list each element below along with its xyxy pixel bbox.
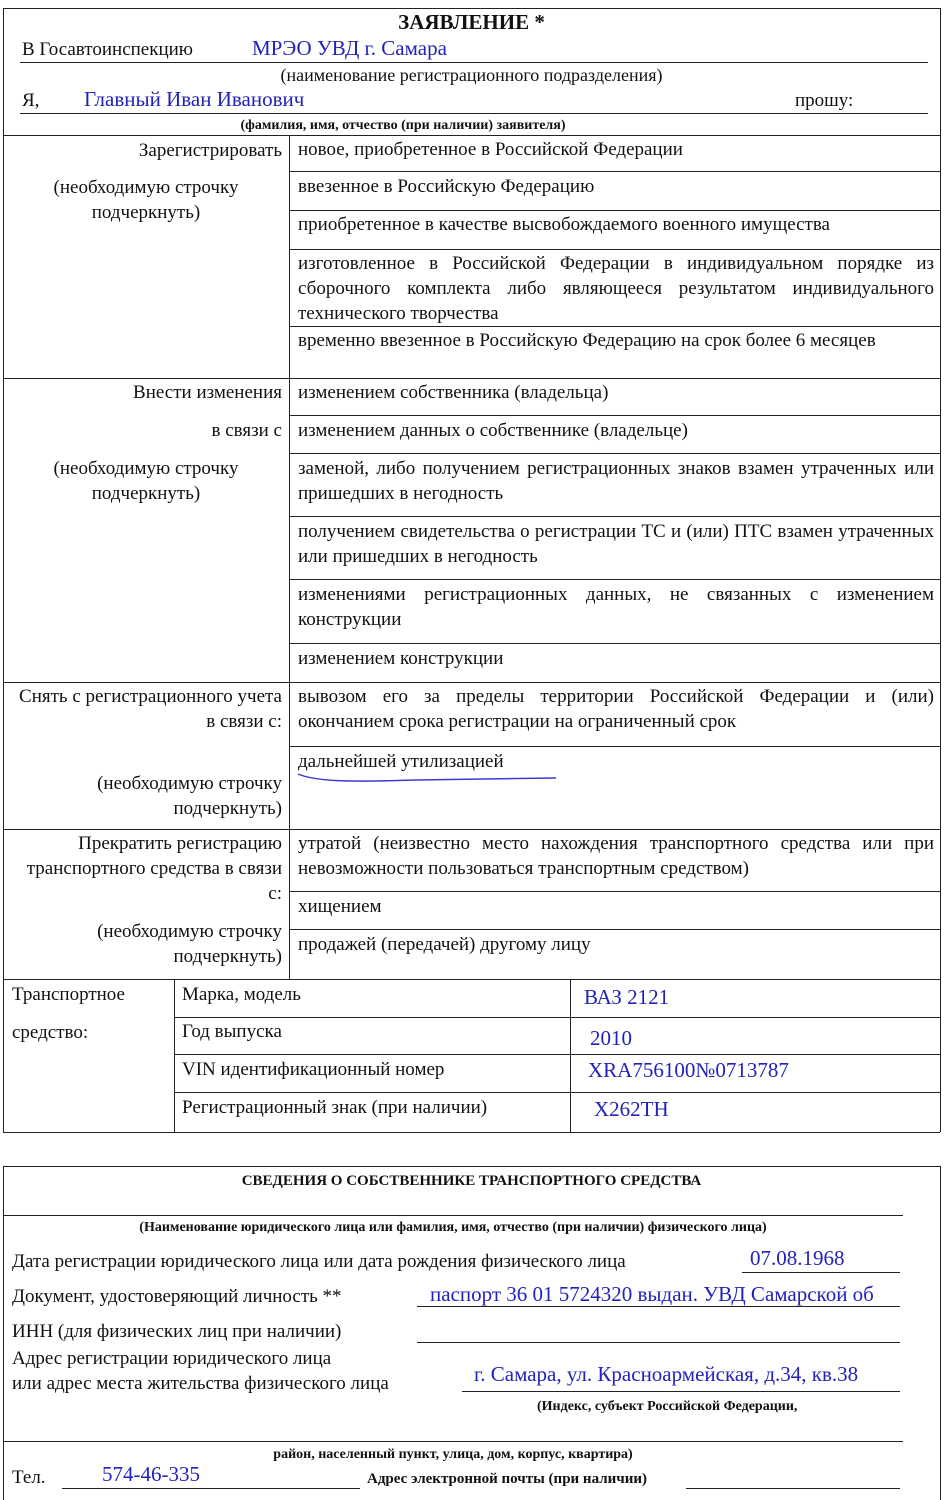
deregister-option-2[interactable]: дальнейшей утилизацией	[298, 751, 504, 772]
vehicle-make-label: Марка, модель	[182, 984, 301, 1005]
changes-label: Внести изменения	[133, 382, 282, 403]
register-option-5[interactable]: временно ввезенное в Российскую Федерацию на срок более 6 месяцев	[298, 330, 876, 351]
form-title: ЗАЯВЛЕНИЕ *	[398, 10, 545, 34]
register-option-2[interactable]: ввезенное в Российскую Федерацию	[298, 176, 595, 197]
owner-title: СВЕДЕНИЯ О СОБСТВЕННИКЕ ТРАНСПОРТНОГО СРЕДСТВА	[241, 1173, 702, 1189]
owner-name-caption: (Наименование юридического лица или фамилия, имя, отчество (при наличии) физического лица)	[139, 1220, 767, 1235]
owner-address-label-1: Адрес регистрации юридического лица	[12, 1348, 332, 1369]
register-option-1[interactable]: новое, приобретенное в Российской Федерации	[298, 139, 683, 160]
handwritten-underline	[296, 770, 566, 786]
terminate-label: Прекратить регистрацию транспортного средства в связи с:	[26, 833, 282, 904]
changes-option-6[interactable]: изменением конструкции	[298, 648, 504, 669]
terminate-option-1[interactable]: утратой (неизвестно место нахождения транспортного средства или при невозможности пользоваться транспортным средством)	[298, 833, 934, 879]
terminate-option-2[interactable]: хищением	[298, 896, 382, 917]
vehicle-make-value[interactable]: ВАЗ 2121	[584, 985, 670, 1009]
changes-hint: (необходимую строчку подчеркнуть)	[53, 458, 239, 504]
applicant-i-label: Я,	[22, 90, 40, 111]
gai-value[interactable]: МРЭО УВД г. Самара	[252, 36, 447, 60]
owner-dob-value[interactable]: 07.08.1968	[750, 1246, 845, 1270]
owner-address-label-2: или адрес места жительства физического лица	[12, 1373, 389, 1394]
owner-address-caption-1: (Индекс, субъект Российской Федерации,	[537, 1399, 798, 1414]
vehicle-year-value[interactable]: 2010	[590, 1026, 632, 1050]
changes-label-2: в связи с	[211, 420, 282, 441]
owner-dob-label: Дата регистрации юридического лица или дата рождения физического лица	[12, 1251, 626, 1272]
register-option-3[interactable]: приобретенное в качестве высвобождаемого военного имущества	[298, 214, 830, 235]
changes-option-2[interactable]: изменением данных о собственнике (владельце)	[298, 420, 688, 441]
terminate-option-3[interactable]: продажей (передачей) другому лицу	[298, 934, 591, 955]
owner-address-value[interactable]: г. Самара, ул. Красноармейская, д.34, кв.38	[474, 1362, 859, 1386]
owner-phone-label: Тел.	[12, 1467, 46, 1488]
changes-option-3[interactable]: заменой, либо получением регистрационных знаков взамен утраченных или пришедших в негодность	[298, 458, 934, 504]
gai-label: В Госавтоинспекцию	[22, 39, 193, 60]
applicant-name[interactable]: Главный Иван Иванович	[84, 87, 305, 111]
vehicle-vin-value[interactable]: XRA756100№0713787	[588, 1058, 789, 1082]
deregister-hint: (необходимую строчку подчеркнуть)	[97, 773, 282, 819]
changes-option-5[interactable]: изменениями регистрационных данных, не связанных с изменением конструкции	[298, 584, 934, 630]
register-option-4[interactable]: изготовленное в Российской Федерации в индивидуальном порядке из сборочного комплекта либо являющееся результатом индивидуального технического творчества	[298, 253, 934, 324]
terminate-hint: (необходимую строчку подчеркнуть)	[97, 921, 282, 967]
owner-doc-value[interactable]: паспорт 36 01 5724320 выдан. УВД Самарской об	[430, 1282, 874, 1306]
register-label: Зарегистрировать	[138, 140, 282, 161]
applicant-caption: (фамилия, имя, отчество (при наличии) заявителя)	[240, 118, 566, 133]
vehicle-label: Транспортное	[12, 984, 125, 1005]
vehicle-plate-value[interactable]: Х262ТН	[594, 1097, 669, 1121]
owner-address-caption-2: район, населенный пункт, улица, дом, корпус, квартира)	[273, 1447, 633, 1462]
owner-doc-label: Документ, удостоверяющий личность **	[12, 1286, 342, 1307]
vehicle-plate-label: Регистрационный знак (при наличии)	[182, 1097, 488, 1118]
vehicle-label-2: средство:	[12, 1022, 89, 1043]
vehicle-vin-label: VIN идентификационный номер	[182, 1059, 445, 1080]
register-hint: (необходимую строчку подчеркнуть)	[53, 177, 239, 223]
request-label: прошу:	[795, 90, 854, 111]
changes-option-1[interactable]: изменением собственника (владельца)	[298, 382, 609, 403]
changes-option-4[interactable]: получением свидетельства о регистрации ТС и (или) ПТС взамен утраченных или пришедших в негодность	[298, 521, 934, 567]
vehicle-year-label: Год выпуска	[182, 1021, 282, 1042]
owner-inn-label: ИНН (для физических лиц при наличии)	[12, 1321, 342, 1342]
deregister-option-1[interactable]: вывозом его за пределы территории Российской Федерации и (или) окончанием срока регистрации на ограниченный срок	[298, 686, 934, 732]
owner-email-label: Адрес электронной почты (при наличии)	[367, 1471, 647, 1487]
gai-caption: (наименование регистрационного подразделения)	[280, 65, 663, 85]
deregister-label: Снять с регистрационного учета в связи с:	[19, 686, 282, 732]
owner-phone-value[interactable]: 574-46-335	[102, 1462, 200, 1486]
